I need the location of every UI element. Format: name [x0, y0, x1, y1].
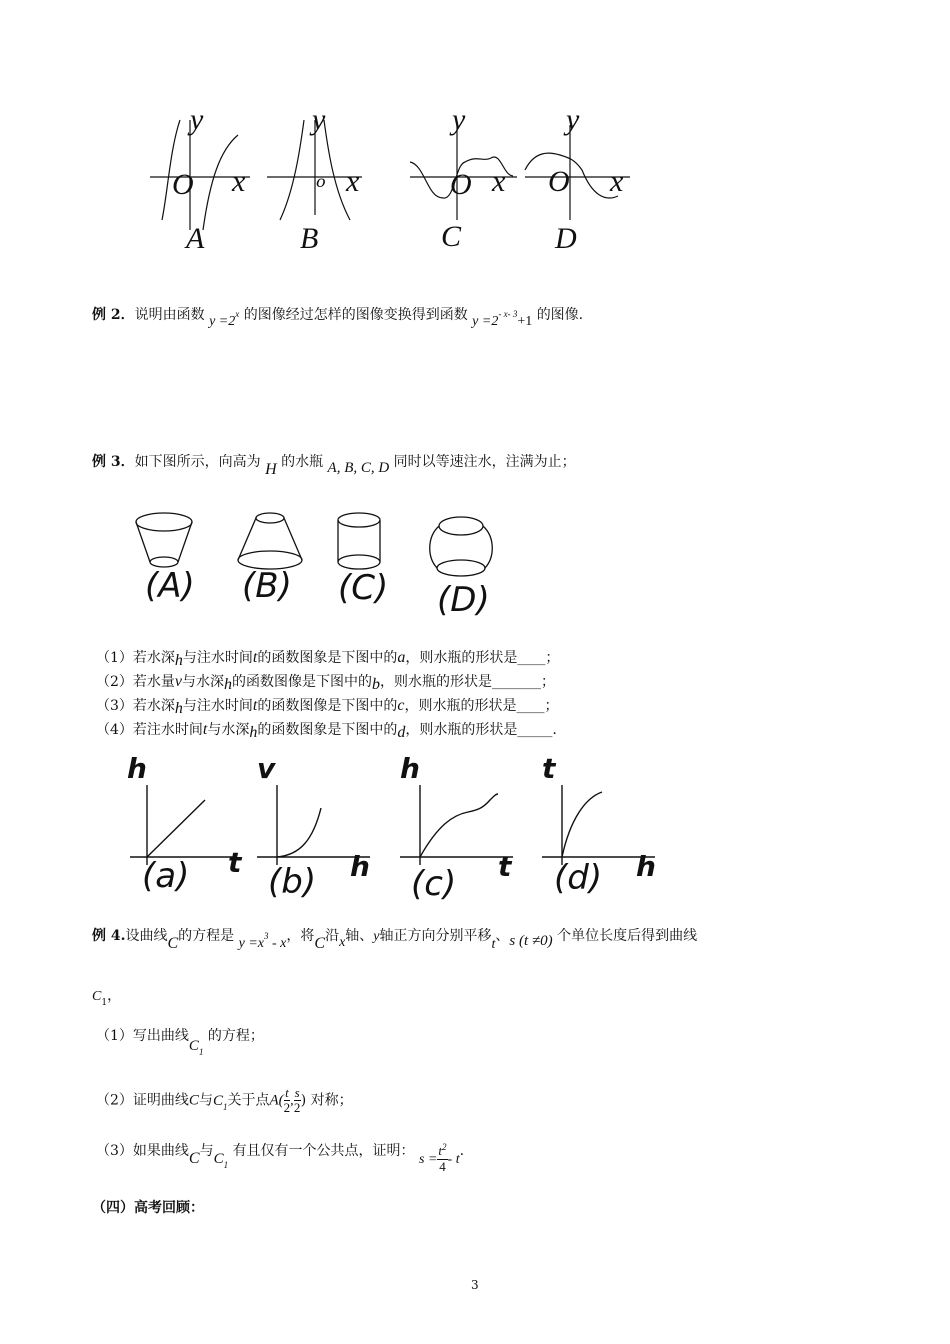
- example-3-text-c: 同时以等速注水，注满为止；: [393, 454, 576, 470]
- graph-b-y-label: v: [257, 752, 276, 785]
- part-1: （1）写出曲线$C_1$ 的方程；: [96, 1028, 264, 1057]
- example-2-line: [92, 305, 584, 329]
- question-4: （4）若注水时间t与水深h的函数图象是下图中的d，则水瓶的形状是_____.: [96, 721, 557, 741]
- question-3: （3）若水深h与注水时间t的函数图像是下图中的c，则水瓶的形状是____；: [96, 697, 559, 717]
- question-2: （2）若水量v与水深h的函数图像是下图中的b，则水瓶的形状是_______；: [96, 673, 556, 693]
- top-graph-B-origin: o: [316, 172, 326, 191]
- top-graph-A-x: x: [232, 165, 246, 198]
- top-graph-C-origin: O: [450, 168, 472, 201]
- top-graph-B-label: B: [300, 222, 319, 255]
- graph-a-label: (a): [142, 856, 190, 896]
- example-2-func1: $y =2^x$: [209, 309, 240, 329]
- top-graph-C-x: x: [492, 165, 506, 198]
- example-3-var-H: H: [265, 461, 277, 478]
- graph-c-y-label: h: [400, 752, 420, 785]
- graph-d-y-label: t: [542, 752, 556, 785]
- top-graph-C-y: y: [452, 103, 466, 136]
- section-4-heading: （四）高考回顾：: [92, 1200, 204, 1216]
- example-2-text-c: 的图像.: [536, 307, 584, 323]
- part-3: （3）如果曲线C与$C_1$ 有且仅有一个公共点，证明： s = $\frac{t^2}{4}$ - t.: [96, 1142, 465, 1174]
- bottle-A-label: (A): [145, 566, 195, 606]
- top-graph-C-label: C: [441, 220, 462, 253]
- example-2-func2: $y =2^{- x- 3}+1$: [472, 309, 533, 329]
- example-3-vars: A, B, C, D: [327, 460, 390, 476]
- example-4-title: 例 4.: [92, 928, 126, 944]
- question-1: （1）若水深h与注水时间t的函数图象是下图中的a，则水瓶的形状是____；: [96, 649, 560, 669]
- graph-b-x-label: h: [350, 850, 370, 883]
- graph-a-y-label: h: [127, 752, 147, 785]
- bottle-B-label: (B): [242, 566, 292, 606]
- top-graph-B-x: x: [346, 165, 360, 198]
- top-graph-D-y: y: [566, 103, 580, 136]
- bottle-C-label: (C): [338, 568, 389, 608]
- example-2-text-a: 说明由函数: [134, 307, 205, 323]
- top-graph-A-origin: O: [172, 168, 194, 201]
- top-graph-B-y: y: [312, 103, 326, 136]
- example-3-text-a: 如下图所示，向高为: [134, 454, 261, 470]
- example-4-line: 例 4.设曲线C的方程是 $y =x^3 - x$，将C沿x轴、y轴正方向分别平移t、s (t ≠0) 个单位长度后得到曲线: [92, 928, 698, 952]
- page-number: 3: [471, 1278, 479, 1292]
- graph-c-label: (c): [411, 864, 457, 904]
- graph-d-label: (d): [554, 858, 603, 898]
- graph-a-x-label: t: [228, 846, 242, 879]
- example-4-C1: $C_1$，: [92, 988, 122, 1008]
- top-graph-D-label: D: [555, 222, 577, 255]
- top-graph-A-label: A: [186, 222, 205, 255]
- example-3-title: 例 3．: [92, 454, 135, 470]
- bottle-D-label: (D): [437, 580, 490, 620]
- graph-c-x-label: t: [498, 850, 512, 883]
- example-3-line: [92, 452, 576, 478]
- part-2: （2）证明曲线C与$C_1$关于点A( $\frac{t}{2}$ , $\frac{s}{2}$ ) 对称；: [96, 1085, 353, 1115]
- graph-b-label: (b): [268, 862, 317, 902]
- graph-d-x-label: h: [636, 850, 656, 883]
- top-graph-A-y: y: [190, 103, 204, 136]
- example-3-text-b: 的水瓶: [281, 454, 324, 470]
- top-graph-D-x: x: [610, 165, 624, 198]
- example-2-text-b: 的图像经过怎样的图像变换得到函数: [243, 307, 468, 323]
- top-graph-D-origin: O: [548, 165, 570, 198]
- example-4-equation: $y =x^3 - x$: [238, 931, 287, 951]
- example-2-title: 例 2．: [92, 307, 135, 323]
